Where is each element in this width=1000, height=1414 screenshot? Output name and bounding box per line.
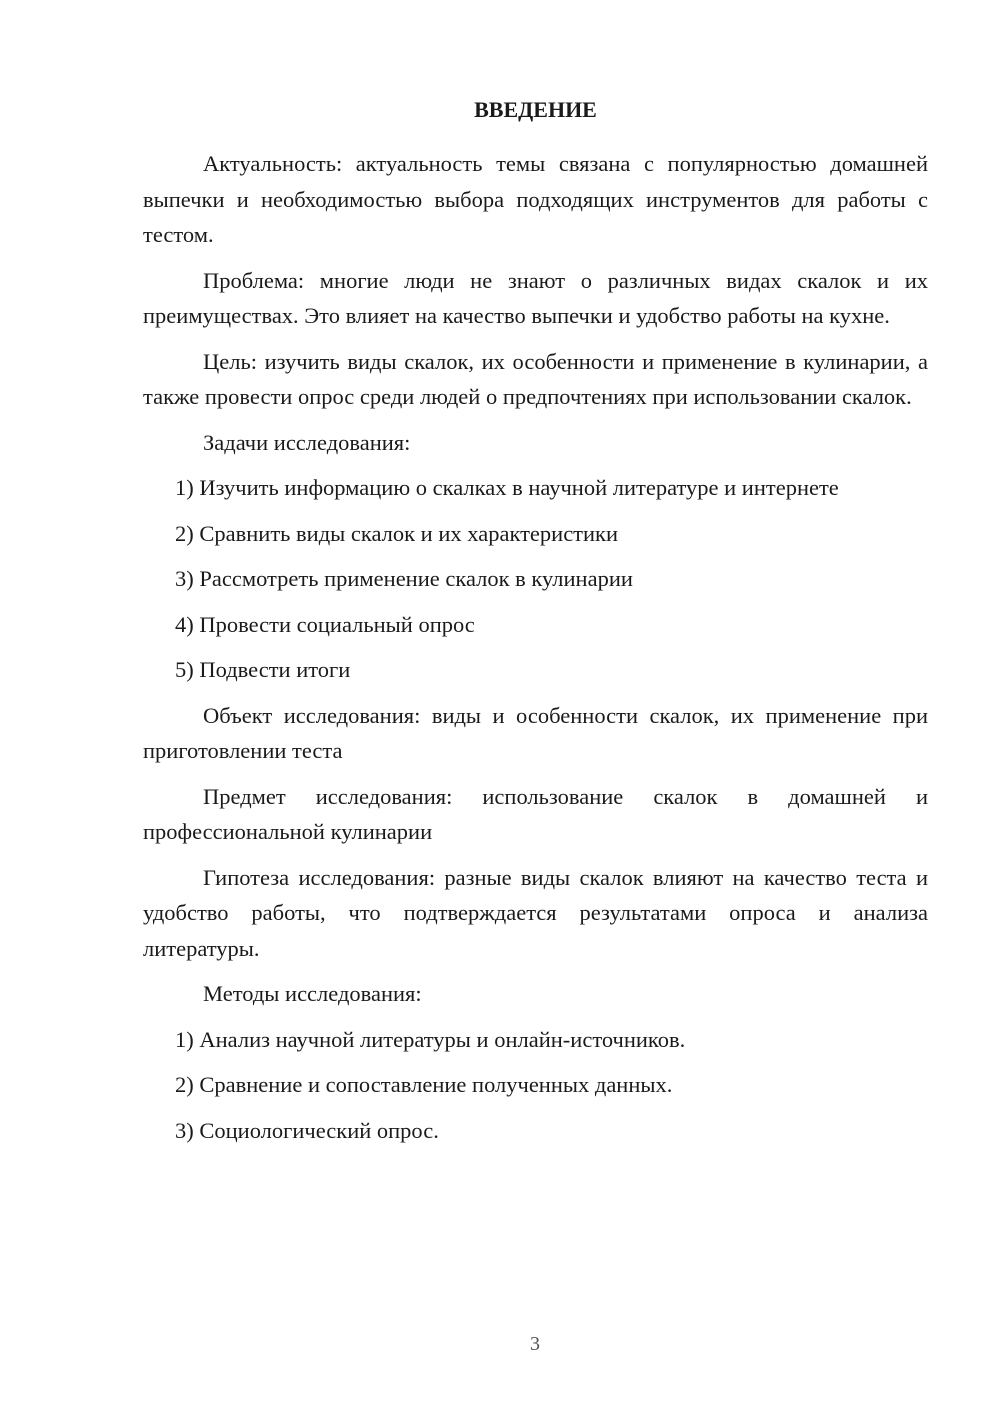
task-item: 1) Изучить информацию о скалках в научной литературе и интернете [175, 475, 839, 500]
methods-heading: Методы исследования: [203, 981, 422, 1006]
hypothesis-paragraph: Гипотеза исследования: разные виды скалок влияют на качество теста и удобство работы, что подтверждается результатами опроса и анализа литературы. [143, 864, 928, 961]
tasks-list [143, 470, 928, 688]
goal-paragraph: Цель: изучить виды скалок, их особенности и применение в кулинарии, а также провести опрос среди людей о предпочтениях при использовании скалок. [143, 348, 928, 409]
task-item: 4) Провести социальный опрос [175, 611, 475, 637]
methods-list [143, 1022, 928, 1149]
object-paragraph: Объект исследования: виды и особенности скалок, их применение при приготовлении теста [143, 702, 928, 763]
tasks-heading: Задачи исследования: [203, 429, 411, 455]
task-item: 3) Рассмотреть применение скалок в кулинарии [175, 566, 633, 591]
method-item: 2) Сравнение и сопоставление полученных данных. [175, 1072, 673, 1097]
task-item: 2) Сравнить виды скалок и их характеристики [175, 520, 619, 546]
page-number: 3 [530, 1333, 540, 1355]
subject-paragraph: Предмет исследования: использование скалок в домашней и профессиональной кулинарии [143, 783, 928, 844]
section-title: ВВЕДЕНИЕ [474, 97, 597, 122]
relevance-paragraph: Актуальность: актуальность темы связана с популярностью домашней выпечки и необходимостью выбора подходящих инструментов для работы с тестом. [143, 151, 928, 247]
problem-paragraph: Проблема: многие люди не знают о различных видах скалок и их преимуществах. Это влияет на качество выпечки и удобство работы на кухне. [143, 267, 928, 328]
method-item: 3) Социологический опрос. [175, 1117, 439, 1143]
task-item: 5) Подвести итоги [175, 657, 351, 682]
document-page [143, 96, 928, 1158]
method-item: 1) Анализ научной литературы и онлайн-источников. [175, 1026, 686, 1052]
